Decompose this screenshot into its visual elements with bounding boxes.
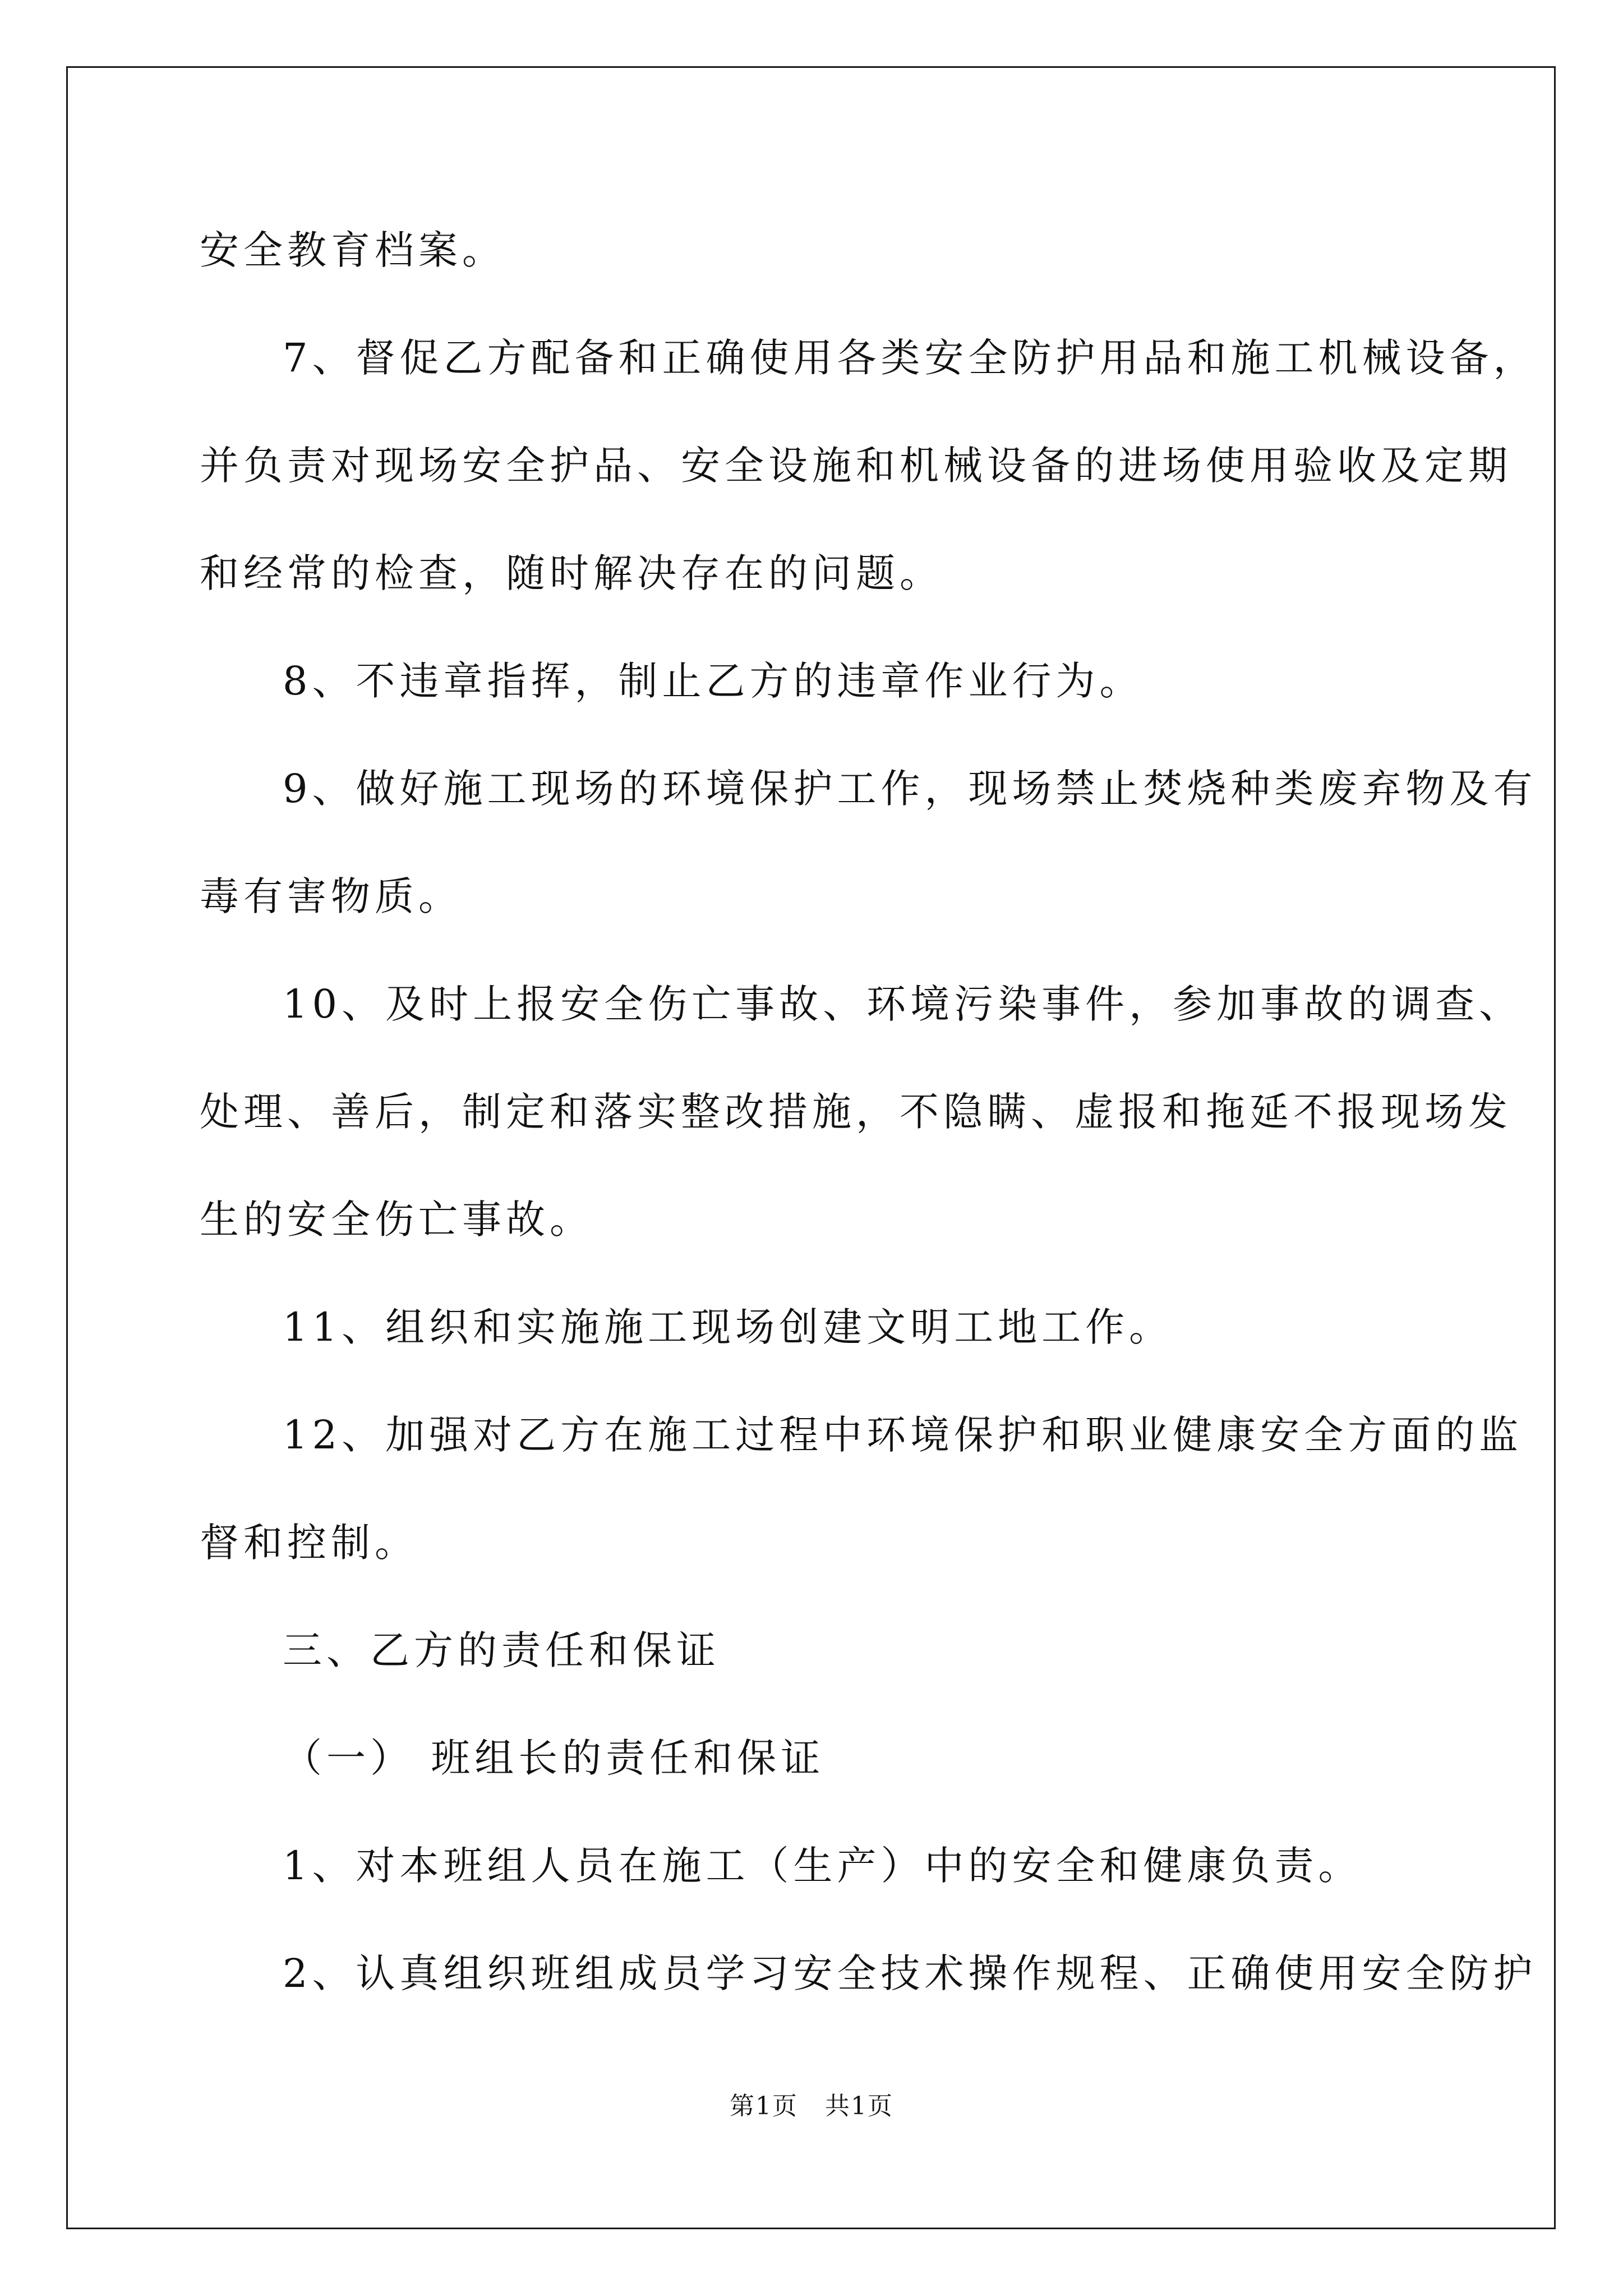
item-7-line: 7、督促乙方配备和正确使用各类安全防护用品和施工机械设备， — [283, 335, 1537, 381]
subsection-heading: （一） 班组长的责任和保证 — [283, 1735, 825, 1781]
item-11-line: 11、组织和实施施工现场创建文明工地工作。 — [283, 1304, 1173, 1350]
item-10-line: 10、及时上报安全伤亡事故、环境污染事件，参加事故的调查、 — [283, 981, 1523, 1027]
section-heading: 三、乙方的责任和保证 — [283, 1627, 720, 1673]
paragraph-line: 并负责对现场安全护品、安全设施和机械设备的进场使用验收及定期 — [200, 443, 1512, 489]
paragraph-line: 生的安全伤亡事故。 — [200, 1197, 593, 1243]
paragraph-line: 督和控制。 — [200, 1520, 418, 1566]
item-12-line: 12、加强对乙方在施工过程中环境保护和职业健康安全方面的监 — [283, 1412, 1523, 1458]
item-8-line: 8、不违章指挥，制止乙方的违章作业行为。 — [283, 658, 1144, 704]
item-9-line: 9、做好施工现场的环境保护工作，现场禁止焚烧种类废弃物及有 — [283, 766, 1537, 812]
item-1-line: 1、对本班组人员在施工（生产）中的安全和健康负责。 — [283, 1843, 1362, 1889]
document-body — [200, 196, 1537, 2027]
paragraph-line: 处理、善后，制定和落实整改措施，不隐瞒、虚报和拖延不报现场发 — [200, 1089, 1512, 1135]
item-2-line: 2、认真组织班组成员学习安全技术操作规程、正确使用安全防护 — [283, 1950, 1537, 1996]
paragraph-line: 毒有害物质。 — [200, 873, 462, 919]
paragraph-line: 和经常的检查，随时解决存在的问题。 — [200, 550, 943, 596]
paragraph-line: 安全教育档案。 — [200, 227, 506, 273]
page-footer: 第1页 共1页 — [730, 2092, 893, 2120]
